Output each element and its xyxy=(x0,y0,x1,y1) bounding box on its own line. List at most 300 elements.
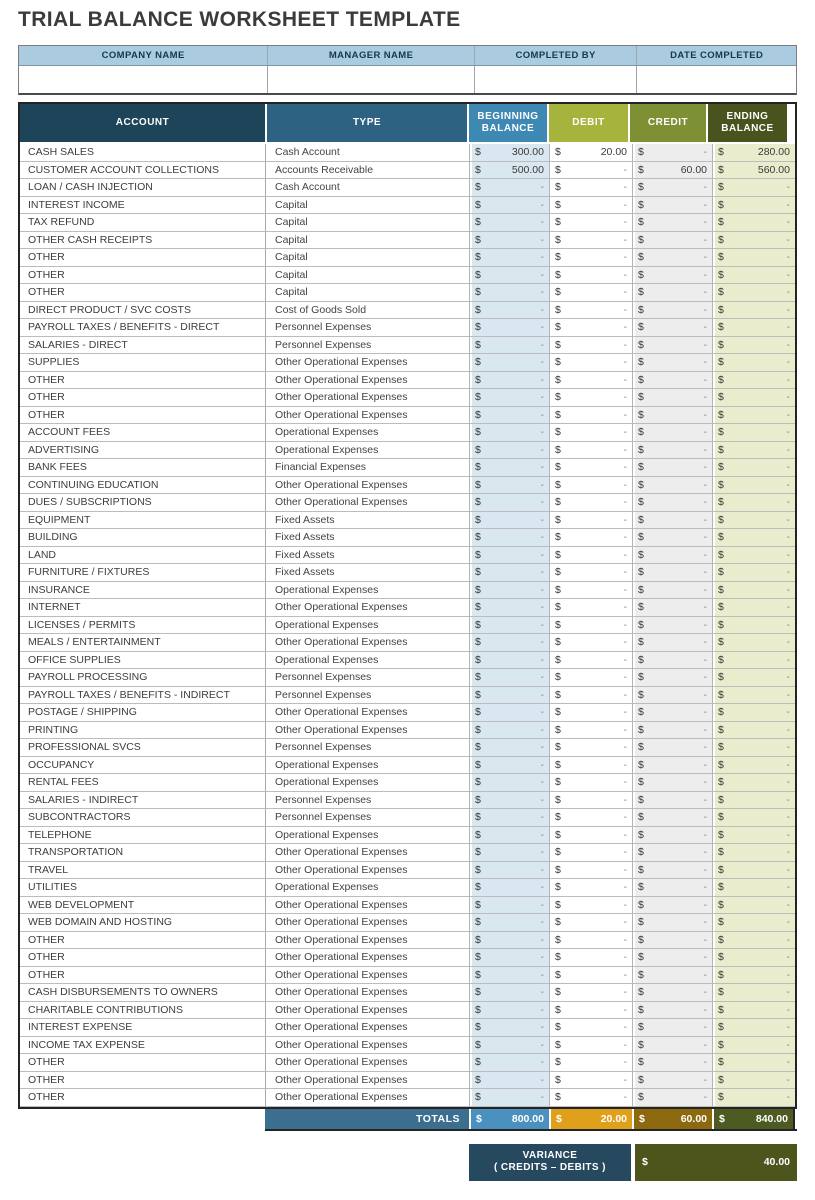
debit-cell[interactable] xyxy=(549,214,632,232)
credit-cell[interactable] xyxy=(632,914,712,932)
ending-balance-cell[interactable] xyxy=(712,144,795,162)
credit-cell[interactable] xyxy=(632,1089,712,1107)
credit-cell[interactable] xyxy=(632,389,712,407)
debit-cell[interactable] xyxy=(549,1019,632,1037)
account-cell[interactable]: OTHER xyxy=(20,389,265,407)
account-cell[interactable]: INTEREST INCOME xyxy=(20,197,265,215)
beginning-balance-cell[interactable] xyxy=(469,687,549,705)
account-cell[interactable]: DUES / SUBSCRIPTIONS xyxy=(20,494,265,512)
account-cell[interactable]: PAYROLL TAXES / BENEFITS - INDIRECT xyxy=(20,687,265,705)
beginning-balance-cell[interactable] xyxy=(469,984,549,1002)
type-cell[interactable]: Other Operational Expenses xyxy=(265,1037,469,1055)
debit-cell[interactable] xyxy=(549,879,632,897)
ending-balance-cell[interactable] xyxy=(712,687,795,705)
type-cell[interactable]: Other Operational Expenses xyxy=(265,932,469,950)
credit-cell[interactable] xyxy=(632,652,712,670)
credit-cell[interactable] xyxy=(632,354,712,372)
debit-cell[interactable] xyxy=(549,179,632,197)
beginning-balance-cell[interactable] xyxy=(469,1019,549,1037)
ending-balance-cell[interactable] xyxy=(712,1037,795,1055)
ending-balance-cell[interactable] xyxy=(712,827,795,845)
type-cell[interactable]: Other Operational Expenses xyxy=(265,634,469,652)
beginning-balance-cell[interactable] xyxy=(469,809,549,827)
debit-cell[interactable] xyxy=(549,844,632,862)
type-cell[interactable]: Capital xyxy=(265,232,469,250)
ending-balance-cell[interactable] xyxy=(712,267,795,285)
beginning-balance-cell[interactable] xyxy=(469,179,549,197)
credit-cell[interactable] xyxy=(632,372,712,390)
type-cell[interactable]: Capital xyxy=(265,197,469,215)
debit-cell[interactable] xyxy=(549,582,632,600)
beginning-balance-cell[interactable] xyxy=(469,617,549,635)
type-cell[interactable]: Personnel Expenses xyxy=(265,669,469,687)
debit-cell[interactable] xyxy=(549,547,632,565)
type-cell[interactable]: Operational Expenses xyxy=(265,652,469,670)
beginning-balance-cell[interactable] xyxy=(469,424,549,442)
debit-cell[interactable] xyxy=(549,407,632,425)
credit-cell[interactable] xyxy=(632,547,712,565)
beginning-balance-cell[interactable] xyxy=(469,879,549,897)
debit-cell[interactable] xyxy=(549,739,632,757)
type-cell[interactable]: Other Operational Expenses xyxy=(265,704,469,722)
ending-balance-cell[interactable] xyxy=(712,809,795,827)
ending-balance-cell[interactable] xyxy=(712,984,795,1002)
beginning-balance-cell[interactable] xyxy=(469,967,549,985)
credit-cell[interactable] xyxy=(632,949,712,967)
account-cell[interactable]: OTHER CASH RECEIPTS xyxy=(20,232,265,250)
credit-cell[interactable] xyxy=(632,214,712,232)
debit-cell[interactable] xyxy=(549,319,632,337)
account-cell[interactable]: WEB DEVELOPMENT xyxy=(20,897,265,915)
account-cell[interactable]: INTERNET xyxy=(20,599,265,617)
ending-balance-cell[interactable] xyxy=(712,424,795,442)
credit-cell[interactable] xyxy=(632,144,712,162)
beginning-balance-cell[interactable] xyxy=(469,144,549,162)
debit-cell[interactable] xyxy=(549,1089,632,1107)
type-cell[interactable]: Operational Expenses xyxy=(265,774,469,792)
account-cell[interactable]: CUSTOMER ACCOUNT COLLECTIONS xyxy=(20,162,265,180)
credit-cell[interactable] xyxy=(632,844,712,862)
ending-balance-cell[interactable] xyxy=(712,897,795,915)
account-cell[interactable]: DIRECT PRODUCT / SVC COSTS xyxy=(20,302,265,320)
credit-cell[interactable] xyxy=(632,879,712,897)
completed-by-input[interactable] xyxy=(474,66,637,93)
ending-balance-cell[interactable] xyxy=(712,879,795,897)
debit-cell[interactable] xyxy=(549,932,632,950)
beginning-balance-cell[interactable] xyxy=(469,494,549,512)
beginning-balance-cell[interactable] xyxy=(469,529,549,547)
beginning-balance-cell[interactable] xyxy=(469,564,549,582)
company-name-input[interactable] xyxy=(19,66,267,93)
debit-cell[interactable] xyxy=(549,302,632,320)
credit-cell[interactable] xyxy=(632,967,712,985)
credit-cell[interactable] xyxy=(632,809,712,827)
type-cell[interactable]: Cost of Goods Sold xyxy=(265,302,469,320)
debit-cell[interactable] xyxy=(549,687,632,705)
beginning-balance-cell[interactable] xyxy=(469,162,549,180)
type-cell[interactable]: Other Operational Expenses xyxy=(265,1019,469,1037)
type-cell[interactable]: Operational Expenses xyxy=(265,442,469,460)
credit-cell[interactable] xyxy=(632,179,712,197)
type-cell[interactable]: Other Operational Expenses xyxy=(265,722,469,740)
beginning-balance-cell[interactable] xyxy=(469,354,549,372)
credit-cell[interactable] xyxy=(632,792,712,810)
debit-cell[interactable] xyxy=(549,267,632,285)
beginning-balance-cell[interactable] xyxy=(469,634,549,652)
ending-balance-cell[interactable] xyxy=(712,1089,795,1107)
type-cell[interactable]: Other Operational Expenses xyxy=(265,599,469,617)
account-cell[interactable]: OFFICE SUPPLIES xyxy=(20,652,265,670)
debit-cell[interactable] xyxy=(549,862,632,880)
ending-balance-cell[interactable] xyxy=(712,547,795,565)
beginning-balance-cell[interactable] xyxy=(469,214,549,232)
debit-cell[interactable] xyxy=(549,669,632,687)
account-cell[interactable]: MEALS / ENTERTAINMENT xyxy=(20,634,265,652)
debit-cell[interactable] xyxy=(549,372,632,390)
ending-balance-cell[interactable] xyxy=(712,792,795,810)
debit-cell[interactable] xyxy=(549,442,632,460)
credit-cell[interactable] xyxy=(632,232,712,250)
ending-balance-cell[interactable] xyxy=(712,949,795,967)
ending-balance-cell[interactable] xyxy=(712,162,795,180)
beginning-balance-cell[interactable] xyxy=(469,477,549,495)
account-cell[interactable]: LAND xyxy=(20,547,265,565)
debit-cell[interactable] xyxy=(549,704,632,722)
debit-cell[interactable] xyxy=(549,774,632,792)
account-cell[interactable]: POSTAGE / SHIPPING xyxy=(20,704,265,722)
account-cell[interactable]: TAX REFUND xyxy=(20,214,265,232)
beginning-balance-cell[interactable] xyxy=(469,1089,549,1107)
ending-balance-cell[interactable] xyxy=(712,932,795,950)
type-cell[interactable]: Other Operational Expenses xyxy=(265,1002,469,1020)
credit-cell[interactable] xyxy=(632,757,712,775)
debit-cell[interactable] xyxy=(549,1072,632,1090)
type-cell[interactable]: Other Operational Expenses xyxy=(265,354,469,372)
credit-cell[interactable] xyxy=(632,337,712,355)
account-cell[interactable]: PRINTING xyxy=(20,722,265,740)
account-cell[interactable]: LICENSES / PERMITS xyxy=(20,617,265,635)
beginning-balance-cell[interactable] xyxy=(469,897,549,915)
account-cell[interactable]: TRAVEL xyxy=(20,862,265,880)
beginning-balance-cell[interactable] xyxy=(469,1072,549,1090)
account-cell[interactable]: EQUIPMENT xyxy=(20,512,265,530)
beginning-balance-cell[interactable] xyxy=(469,459,549,477)
type-cell[interactable]: Other Operational Expenses xyxy=(265,984,469,1002)
debit-cell[interactable] xyxy=(549,897,632,915)
type-cell[interactable]: Operational Expenses xyxy=(265,879,469,897)
credit-cell[interactable] xyxy=(632,984,712,1002)
beginning-balance-cell[interactable] xyxy=(469,757,549,775)
account-cell[interactable]: OTHER xyxy=(20,1054,265,1072)
credit-cell[interactable] xyxy=(632,249,712,267)
ending-balance-cell[interactable] xyxy=(712,372,795,390)
type-cell[interactable]: Other Operational Expenses xyxy=(265,949,469,967)
beginning-balance-cell[interactable] xyxy=(469,1054,549,1072)
ending-balance-cell[interactable] xyxy=(712,249,795,267)
type-cell[interactable]: Operational Expenses xyxy=(265,582,469,600)
account-cell[interactable]: OCCUPANCY xyxy=(20,757,265,775)
credit-cell[interactable] xyxy=(632,1054,712,1072)
beginning-balance-cell[interactable] xyxy=(469,372,549,390)
ending-balance-cell[interactable] xyxy=(712,669,795,687)
account-cell[interactable]: WEB DOMAIN AND HOSTING xyxy=(20,914,265,932)
account-cell[interactable]: OTHER xyxy=(20,372,265,390)
beginning-balance-cell[interactable] xyxy=(469,599,549,617)
type-cell[interactable]: Accounts Receivable xyxy=(265,162,469,180)
ending-balance-cell[interactable] xyxy=(712,722,795,740)
ending-balance-cell[interactable] xyxy=(712,197,795,215)
debit-cell[interactable] xyxy=(549,792,632,810)
credit-cell[interactable] xyxy=(632,424,712,442)
type-cell[interactable]: Other Operational Expenses xyxy=(265,914,469,932)
account-cell[interactable]: PROFESSIONAL SVCS xyxy=(20,739,265,757)
debit-cell[interactable] xyxy=(549,284,632,302)
credit-cell[interactable] xyxy=(632,1019,712,1037)
type-cell[interactable]: Fixed Assets xyxy=(265,512,469,530)
account-cell[interactable]: INCOME TAX EXPENSE xyxy=(20,1037,265,1055)
ending-balance-cell[interactable] xyxy=(712,337,795,355)
manager-name-input[interactable] xyxy=(267,66,473,93)
account-cell[interactable]: UTILITIES xyxy=(20,879,265,897)
type-cell[interactable]: Fixed Assets xyxy=(265,529,469,547)
account-cell[interactable]: INTEREST EXPENSE xyxy=(20,1019,265,1037)
type-cell[interactable]: Other Operational Expenses xyxy=(265,1072,469,1090)
debit-cell[interactable] xyxy=(549,984,632,1002)
account-cell[interactable]: OTHER xyxy=(20,267,265,285)
debit-cell[interactable] xyxy=(549,967,632,985)
debit-cell[interactable] xyxy=(549,949,632,967)
credit-cell[interactable] xyxy=(632,617,712,635)
credit-cell[interactable] xyxy=(632,197,712,215)
debit-cell[interactable] xyxy=(549,494,632,512)
credit-cell[interactable] xyxy=(632,162,712,180)
type-cell[interactable]: Personnel Expenses xyxy=(265,739,469,757)
type-cell[interactable]: Other Operational Expenses xyxy=(265,1089,469,1107)
ending-balance-cell[interactable] xyxy=(712,512,795,530)
beginning-balance-cell[interactable] xyxy=(469,827,549,845)
beginning-balance-cell[interactable] xyxy=(469,547,549,565)
account-cell[interactable]: PAYROLL TAXES / BENEFITS - DIRECT xyxy=(20,319,265,337)
ending-balance-cell[interactable] xyxy=(712,739,795,757)
account-cell[interactable]: SALARIES - DIRECT xyxy=(20,337,265,355)
beginning-balance-cell[interactable] xyxy=(469,582,549,600)
type-cell[interactable]: Other Operational Expenses xyxy=(265,494,469,512)
account-cell[interactable]: CONTINUING EDUCATION xyxy=(20,477,265,495)
type-cell[interactable]: Other Operational Expenses xyxy=(265,967,469,985)
credit-cell[interactable] xyxy=(632,1002,712,1020)
ending-balance-cell[interactable] xyxy=(712,389,795,407)
debit-cell[interactable] xyxy=(549,914,632,932)
ending-balance-cell[interactable] xyxy=(712,459,795,477)
credit-cell[interactable] xyxy=(632,862,712,880)
ending-balance-cell[interactable] xyxy=(712,284,795,302)
debit-cell[interactable] xyxy=(549,162,632,180)
ending-balance-cell[interactable] xyxy=(712,354,795,372)
type-cell[interactable]: Other Operational Expenses xyxy=(265,862,469,880)
type-cell[interactable]: Financial Expenses xyxy=(265,459,469,477)
beginning-balance-cell[interactable] xyxy=(469,722,549,740)
type-cell[interactable]: Other Operational Expenses xyxy=(265,1054,469,1072)
beginning-balance-cell[interactable] xyxy=(469,652,549,670)
ending-balance-cell[interactable] xyxy=(712,704,795,722)
credit-cell[interactable] xyxy=(632,512,712,530)
ending-balance-cell[interactable] xyxy=(712,582,795,600)
beginning-balance-cell[interactable] xyxy=(469,337,549,355)
ending-balance-cell[interactable] xyxy=(712,652,795,670)
type-cell[interactable]: Other Operational Expenses xyxy=(265,407,469,425)
account-cell[interactable]: OTHER xyxy=(20,967,265,985)
debit-cell[interactable] xyxy=(549,337,632,355)
debit-cell[interactable] xyxy=(549,809,632,827)
ending-balance-cell[interactable] xyxy=(712,442,795,460)
debit-cell[interactable] xyxy=(549,529,632,547)
beginning-balance-cell[interactable] xyxy=(469,704,549,722)
beginning-balance-cell[interactable] xyxy=(469,1002,549,1020)
account-cell[interactable]: PAYROLL PROCESSING xyxy=(20,669,265,687)
type-cell[interactable]: Capital xyxy=(265,214,469,232)
account-cell[interactable]: TRANSPORTATION xyxy=(20,844,265,862)
credit-cell[interactable] xyxy=(632,897,712,915)
ending-balance-cell[interactable] xyxy=(712,232,795,250)
credit-cell[interactable] xyxy=(632,442,712,460)
debit-cell[interactable] xyxy=(549,424,632,442)
ending-balance-cell[interactable] xyxy=(712,179,795,197)
ending-balance-cell[interactable] xyxy=(712,617,795,635)
credit-cell[interactable] xyxy=(632,739,712,757)
credit-cell[interactable] xyxy=(632,302,712,320)
ending-balance-cell[interactable] xyxy=(712,1072,795,1090)
ending-balance-cell[interactable] xyxy=(712,844,795,862)
beginning-balance-cell[interactable] xyxy=(469,739,549,757)
type-cell[interactable]: Other Operational Expenses xyxy=(265,372,469,390)
type-cell[interactable]: Capital xyxy=(265,249,469,267)
account-cell[interactable]: ACCOUNT FEES xyxy=(20,424,265,442)
date-completed-input[interactable] xyxy=(636,66,796,93)
beginning-balance-cell[interactable] xyxy=(469,1037,549,1055)
debit-cell[interactable] xyxy=(549,1037,632,1055)
debit-cell[interactable] xyxy=(549,1002,632,1020)
debit-cell[interactable] xyxy=(549,389,632,407)
beginning-balance-cell[interactable] xyxy=(469,407,549,425)
beginning-balance-cell[interactable] xyxy=(469,669,549,687)
beginning-balance-cell[interactable] xyxy=(469,302,549,320)
credit-cell[interactable] xyxy=(632,827,712,845)
ending-balance-cell[interactable] xyxy=(712,1054,795,1072)
beginning-balance-cell[interactable] xyxy=(469,389,549,407)
ending-balance-cell[interactable] xyxy=(712,494,795,512)
debit-cell[interactable] xyxy=(549,827,632,845)
credit-cell[interactable] xyxy=(632,634,712,652)
beginning-balance-cell[interactable] xyxy=(469,949,549,967)
ending-balance-cell[interactable] xyxy=(712,1019,795,1037)
account-cell[interactable]: SUBCONTRACTORS xyxy=(20,809,265,827)
credit-cell[interactable] xyxy=(632,932,712,950)
type-cell[interactable]: Capital xyxy=(265,284,469,302)
credit-cell[interactable] xyxy=(632,722,712,740)
beginning-balance-cell[interactable] xyxy=(469,774,549,792)
ending-balance-cell[interactable] xyxy=(712,214,795,232)
ending-balance-cell[interactable] xyxy=(712,914,795,932)
beginning-balance-cell[interactable] xyxy=(469,512,549,530)
credit-cell[interactable] xyxy=(632,704,712,722)
type-cell[interactable]: Operational Expenses xyxy=(265,617,469,635)
credit-cell[interactable] xyxy=(632,494,712,512)
type-cell[interactable]: Cash Account xyxy=(265,144,469,162)
ending-balance-cell[interactable] xyxy=(712,407,795,425)
type-cell[interactable]: Other Operational Expenses xyxy=(265,897,469,915)
ending-balance-cell[interactable] xyxy=(712,599,795,617)
type-cell[interactable]: Other Operational Expenses xyxy=(265,477,469,495)
account-cell[interactable]: CHARITABLE CONTRIBUTIONS xyxy=(20,1002,265,1020)
credit-cell[interactable] xyxy=(632,687,712,705)
beginning-balance-cell[interactable] xyxy=(469,844,549,862)
beginning-balance-cell[interactable] xyxy=(469,284,549,302)
debit-cell[interactable] xyxy=(549,722,632,740)
account-cell[interactable]: CASH DISBURSEMENTS TO OWNERS xyxy=(20,984,265,1002)
beginning-balance-cell[interactable] xyxy=(469,914,549,932)
account-cell[interactable]: TELEPHONE xyxy=(20,827,265,845)
type-cell[interactable]: Personnel Expenses xyxy=(265,337,469,355)
account-cell[interactable]: OTHER xyxy=(20,932,265,950)
account-cell[interactable]: BUILDING xyxy=(20,529,265,547)
beginning-balance-cell[interactable] xyxy=(469,232,549,250)
type-cell[interactable]: Capital xyxy=(265,267,469,285)
type-cell[interactable]: Operational Expenses xyxy=(265,827,469,845)
beginning-balance-cell[interactable] xyxy=(469,267,549,285)
debit-cell[interactable] xyxy=(549,652,632,670)
ending-balance-cell[interactable] xyxy=(712,967,795,985)
account-cell[interactable]: CASH SALES xyxy=(20,144,265,162)
ending-balance-cell[interactable] xyxy=(712,1002,795,1020)
credit-cell[interactable] xyxy=(632,529,712,547)
debit-cell[interactable] xyxy=(549,249,632,267)
debit-cell[interactable] xyxy=(549,617,632,635)
beginning-balance-cell[interactable] xyxy=(469,442,549,460)
debit-cell[interactable] xyxy=(549,232,632,250)
credit-cell[interactable] xyxy=(632,284,712,302)
type-cell[interactable]: Personnel Expenses xyxy=(265,687,469,705)
ending-balance-cell[interactable] xyxy=(712,477,795,495)
credit-cell[interactable] xyxy=(632,774,712,792)
ending-balance-cell[interactable] xyxy=(712,302,795,320)
beginning-balance-cell[interactable] xyxy=(469,792,549,810)
debit-cell[interactable] xyxy=(549,564,632,582)
beginning-balance-cell[interactable] xyxy=(469,319,549,337)
debit-cell[interactable] xyxy=(549,757,632,775)
ending-balance-cell[interactable] xyxy=(712,634,795,652)
debit-cell[interactable] xyxy=(549,197,632,215)
account-cell[interactable]: SALARIES - INDIRECT xyxy=(20,792,265,810)
account-cell[interactable]: SUPPLIES xyxy=(20,354,265,372)
type-cell[interactable]: Fixed Assets xyxy=(265,547,469,565)
credit-cell[interactable] xyxy=(632,599,712,617)
account-cell[interactable]: FURNITURE / FIXTURES xyxy=(20,564,265,582)
debit-cell[interactable] xyxy=(549,354,632,372)
credit-cell[interactable] xyxy=(632,267,712,285)
credit-cell[interactable] xyxy=(632,582,712,600)
credit-cell[interactable] xyxy=(632,477,712,495)
credit-cell[interactable] xyxy=(632,1037,712,1055)
type-cell[interactable]: Personnel Expenses xyxy=(265,792,469,810)
account-cell[interactable]: ADVERTISING xyxy=(20,442,265,460)
ending-balance-cell[interactable] xyxy=(712,862,795,880)
account-cell[interactable]: OTHER xyxy=(20,249,265,267)
account-cell[interactable]: OTHER xyxy=(20,1089,265,1107)
debit-cell[interactable] xyxy=(549,144,632,162)
account-cell[interactable]: OTHER xyxy=(20,1072,265,1090)
beginning-balance-cell[interactable] xyxy=(469,249,549,267)
account-cell[interactable]: OTHER xyxy=(20,284,265,302)
